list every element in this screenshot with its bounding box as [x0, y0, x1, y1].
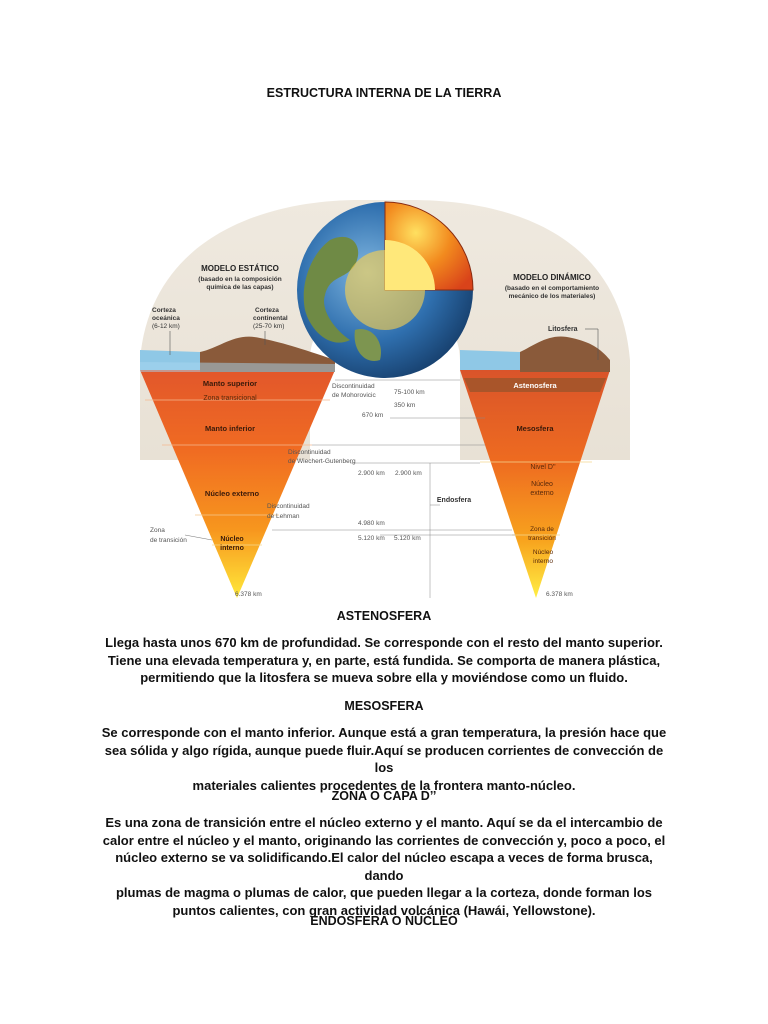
dynamic-model-subtitle-2: mecánico de los materiales)	[508, 293, 596, 300]
body-line: Tiene una elevada temperatura y, en parte, está fundida. Se comporta de manera plástica,	[107, 652, 661, 668]
depth-670: 670 km	[362, 412, 384, 419]
mesosphere-label: Mesosfera	[516, 424, 554, 433]
depth-2900-left: 2.900 km	[358, 470, 385, 477]
dyn-transition-label-2: transición	[528, 535, 556, 542]
section-body-capa-d	[100, 814, 668, 919]
continental-crust-label-1: Corteza	[255, 307, 279, 314]
depth-350: 350 km	[394, 402, 416, 409]
inner-core-label-2: interno	[220, 545, 244, 552]
lehman-label-1: Discontinuidad	[267, 503, 310, 510]
depth-5120-right: 5.120 km	[394, 535, 421, 542]
section-heading-endosfera: ENDOSFERA O NÚCLEO	[310, 914, 458, 928]
body-line: Llega hasta unos 670 km de profundidad. Se corresponde con el resto del manto superior.	[105, 635, 663, 650]
dyn-outer-core-label-2: externo	[530, 490, 554, 497]
continental-crust-label-2: continental	[253, 315, 288, 322]
outer-core-label: Núcleo externo	[204, 489, 260, 498]
dyn-transition-label-1: Zona de	[530, 526, 554, 533]
section-body-mesosfera	[100, 724, 668, 794]
static-model-cone	[140, 337, 335, 598]
asthenosphere-label: Astenosfera	[513, 381, 557, 390]
static-model-subtitle-1: (basado en la composición	[198, 276, 282, 283]
oceanic-crust-label-3: (6-12 km)	[152, 323, 180, 330]
zone-transition-label-1: Zona	[150, 527, 165, 534]
dyn-inner-core-label-2: interno	[533, 558, 553, 565]
upper-mantle-label: Manto superior	[202, 379, 258, 388]
body-line: calor entre el núcleo y el manto, originando las corrientes de convección y, poco a poco, el	[102, 832, 666, 848]
depth-6378-left: 6.378 km	[235, 591, 262, 598]
zone-transition-label-2: de transición	[150, 537, 187, 544]
dynamic-model-title: MODELO DINÁMICO	[513, 273, 591, 282]
dynamic-model-subtitle-1: (basado en el comportamiento	[504, 285, 600, 292]
dyn-inner-core-label-1: Núcleo	[532, 549, 554, 556]
body-line: sea sólida y algo rígida, aunque puede fluir.Aquí se producen corrientes de convección de los	[104, 742, 664, 775]
level-d-label: Nivel D''	[530, 464, 556, 471]
depth-5120-left: 5.120 km	[358, 535, 385, 542]
lehman-label-2: de Lehman	[267, 513, 300, 520]
moho-label-1: Discontinuidad	[332, 383, 375, 390]
section-heading-mesosfera: MESOSFERA	[344, 699, 424, 713]
transition-zone-label: Zona transicional	[203, 395, 257, 402]
moho-label-2: de Mohorovicic	[332, 392, 376, 399]
dyn-outer-core-label-1: Núcleo	[531, 481, 553, 488]
earth-structure-svg	[140, 200, 630, 605]
earth-structure-diagram	[140, 200, 630, 605]
body-line: materiales calientes procedentes de la frontera manto-núcleo.	[192, 777, 576, 793]
section-heading-capa-d: ZONA O CAPA D’’	[331, 789, 437, 803]
earth-globe	[297, 202, 473, 378]
body-line: Es una zona de transición entre el núcleo externo y el manto. Aquí se da el intercambio de	[105, 815, 663, 830]
depth-2900-right: 2.900 km	[395, 470, 422, 477]
body-line: plumas de magma o plumas de calor, que pueden llegar a la corteza, donde forman los	[115, 885, 653, 900]
section-body-astenosfera	[100, 634, 668, 687]
wiechert-label-1: Discontinuidad	[288, 449, 331, 456]
body-line: permitiendo que la litosfera se mueva sobre ella y moviéndose como un fluido.	[140, 670, 628, 685]
continental-crust-label-3: (25-70 km)	[253, 323, 285, 330]
wiechert-label-2: de Wiechert-Gutenberg	[288, 458, 356, 465]
endosphere-label: Endosfera	[436, 497, 472, 504]
static-model-title: MODELO ESTÁTICO	[201, 264, 279, 273]
section-heading-astenosfera: ASTENOSFERA	[336, 609, 432, 623]
lithosphere-label: Litosfera	[548, 326, 578, 333]
body-line: núcleo externo se va solidificando.El calor del núcleo escapa a veces de forma brusca, dando	[115, 850, 653, 883]
body-line: puntos calientes, con gran actividad volcánica (Hawái, Yellowstone).	[172, 902, 596, 918]
inner-core-label-1: Núcleo	[220, 536, 244, 543]
static-model-subtitle-2: química de las capas)	[206, 284, 274, 291]
depth-4980: 4.980 km	[358, 520, 385, 527]
depth-6378-right: 6.378 km	[546, 591, 573, 598]
oceanic-crust-label-2: oceánica	[152, 315, 180, 322]
page-title: ESTRUCTURA INTERNA DE LA TIERRA	[266, 86, 502, 100]
lower-mantle-label: Manto inferior	[205, 424, 255, 433]
depth-75-100: 75-100 km	[394, 389, 425, 396]
oceanic-crust-label-1: Corteza	[152, 307, 176, 314]
body-line: Se corresponde con el manto inferior. Aunque está a gran temperatura, la presión hace que	[101, 725, 667, 740]
